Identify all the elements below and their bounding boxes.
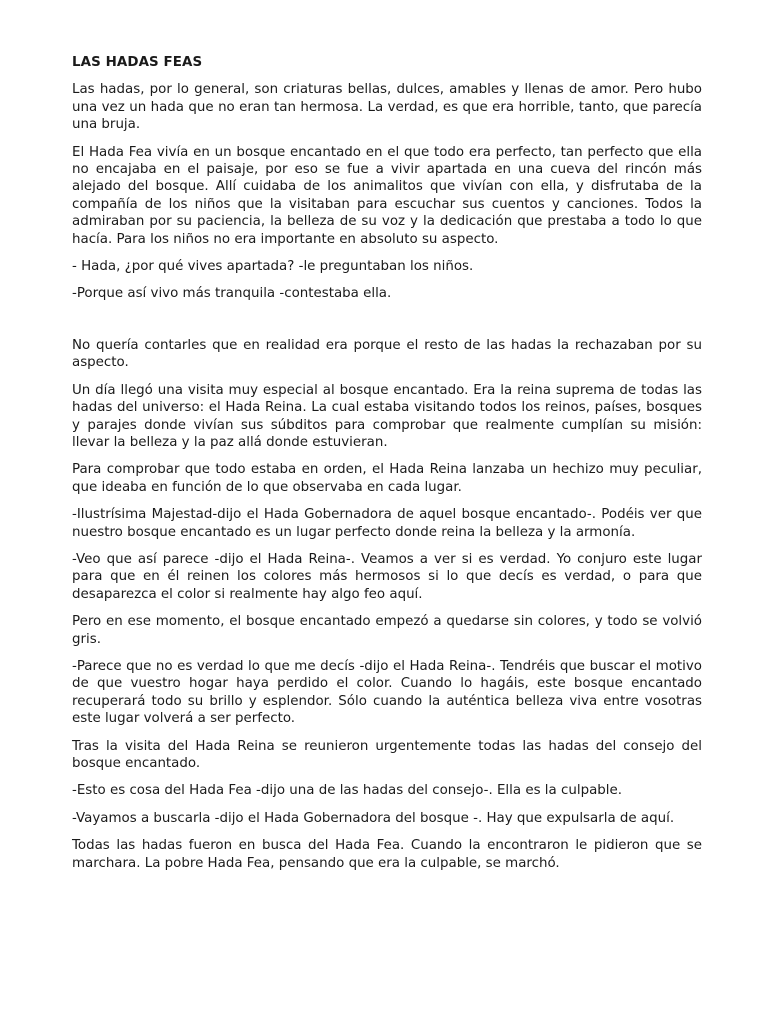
- blank-line: [72, 313, 702, 337]
- dialogue-line: -Parece que no es verdad lo que me decís -dijo el Hada Reina-. Tendréis que buscar el motivo de que vuestro hogar haya perdido el color. Cuando lo hagáis, este bosque encantado recuperará todo su brillo y esplendor. Sólo cuando la auténtica belleza viva entre vosotras este lugar volverá a ser perfecto.: [72, 658, 702, 727]
- paragraph-hada-fea-bosque: El Hada Fea vivía en un bosque encantado en el que todo era perfecto, tan perfecto que ella no encajaba en el paisaje, por eso se fue a vivir apartada en una cueva del rincón más alejado del bosque. Allí cuidaba de los animalitos que vivían con ella, y disfrutaba de la compañía de los niños que la visitaban para escuchar sus cuentos y canciones. Todos la admiraban por su paciencia, la belleza de su voz y la dedicación que prestaba a todo lo que hacía. Para los niños no era importante en absoluto su aspecto.: [72, 144, 702, 247]
- dialogue-line: -Porque así vivo más tranquila -contestaba ella.: [72, 286, 392, 302]
- dialogue-line: - Hada, ¿por qué vives apartada? -le preguntaban los niños.: [72, 259, 474, 275]
- dialogue-line: -Veo que así parece -dijo el Hada Reina-. Veamos a ver si es verdad. Yo conjuro este lugar para que en él reinen los colores más hermosos si lo que decís es verdad, o para que desaparezca el color si realmente hay algo feo aquí.: [72, 551, 702, 602]
- paragraph-expulsion: Todas las hadas fueron en busca del Hada Fea. Cuando la encontraron le pidieron que se marchara. La pobre Hada Fea, pensando que era la culpable, se marchó.: [72, 838, 702, 871]
- document-page: [72, 54, 702, 882]
- paragraph-rechazo: No quería contarles que en realidad era porque el resto de las hadas la rechazaban por su aspecto.: [72, 337, 702, 371]
- dialogue-line: -Ilustrísima Majestad-dijo el Hada Gobernadora de aquel bosque encantado-. Podéis ver que nuestro bosque encantado es un lugar perfecto donde reina la belleza y la armonía.: [72, 507, 702, 540]
- dialogue-line: -Vayamos a buscarla -dijo el Hada Gobernadora del bosque -. Hay que expulsarla de aquí.: [72, 810, 675, 826]
- paragraph-hechizo: Para comprobar que todo estaba en orden, el Hada Reina lanzaba un hechizo muy peculiar, que ideaba en función de lo que observaba en cada lugar.: [72, 462, 702, 495]
- document-title: LAS HADAS FEAS: [72, 55, 203, 70]
- dialogue-line: -Esto es cosa del Hada Fea -dijo una de las hadas del consejo-. Ella es la culpable.: [72, 783, 622, 799]
- paragraph-hada-reina-visita: Un día llegó una visita muy especial al bosque encantado. Era la reina suprema de todas las hadas del universo: el Hada Reina. La cual estaba visitando todos los reinos, países, bosques y parajes donde vivían sus súbditos para comprobar que realmente cumplían su misión: llevar la belleza y la paz allá donde estuvieran.: [72, 382, 702, 450]
- paragraph-consejo: Tras la visita del Hada Reina se reunieron urgentemente todas las hadas del consejo del bosque encantado.: [72, 738, 702, 771]
- paragraph-bosque-gris: Pero en ese momento, el bosque encantado empezó a quedarse sin colores, y todo se volvió gris.: [72, 614, 702, 647]
- paragraph-intro: Las hadas, por lo general, son criaturas bellas, dulces, amables y llenas de amor. Pero hubo una vez un hada que no eran tan hermosa. La verdad, es que era horrible, tanto, que parecía una bruja.: [72, 82, 702, 133]
